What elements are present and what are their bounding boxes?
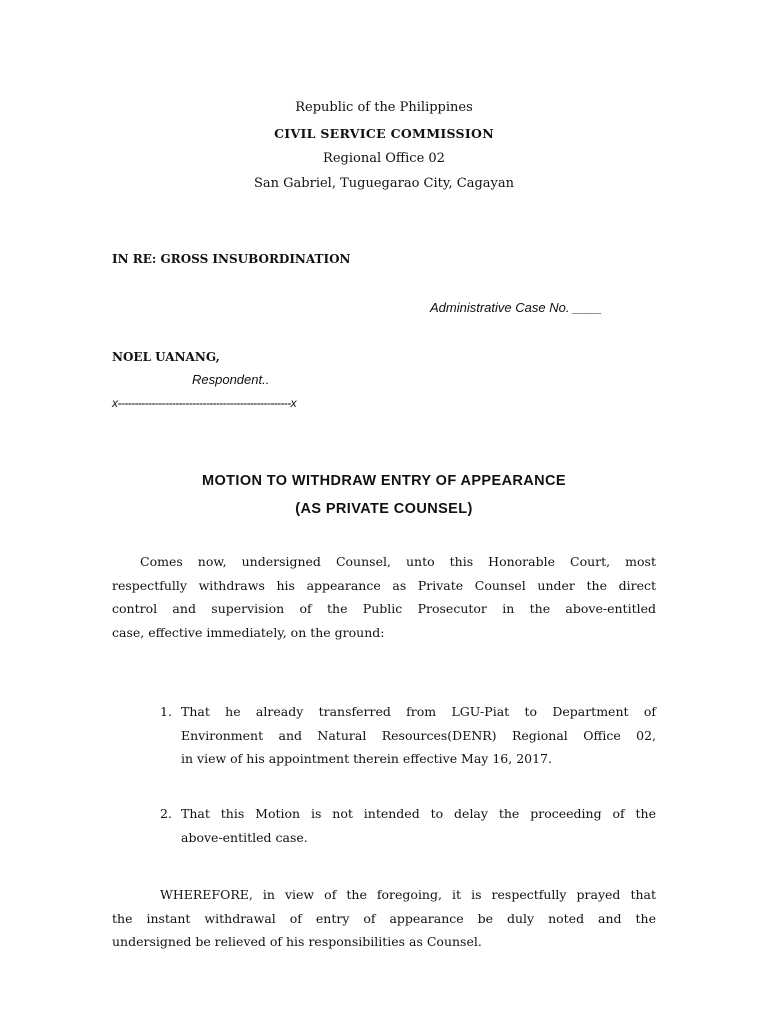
ground-number: 1. <box>160 704 172 719</box>
intro-line: Comes now, undersigned Counsel, unto this Honorable Court, most <box>140 554 656 569</box>
caption-divider: x---------------------------------------------------x <box>112 396 297 410</box>
header-office: Regional Office 02 <box>323 151 445 166</box>
prayer-line: the instant withdrawal of entry of appearance be duly noted and the <box>112 910 656 926</box>
ground-line: above-entitled case. <box>181 829 308 845</box>
case-number: Administrative Case No. ____ <box>430 300 602 315</box>
intro-line: respectfully withdraws his appearance as Private Counsel under the direct <box>112 577 656 593</box>
ground-number: 2. <box>160 806 172 821</box>
prayer-line: WHEREFORE, in view of the foregoing, it is respectfully prayed that <box>160 887 656 902</box>
header-agency: CIVIL SERVICE COMMISSION <box>274 126 494 141</box>
header-address: San Gabriel, Tuguegarao City, Cagayan <box>254 176 514 191</box>
header-republic: Republic of the Philippines <box>295 100 473 115</box>
intro-line: case, effective immediately, on the ground: <box>112 624 385 640</box>
respondent-label: Respondent.. <box>192 372 270 387</box>
intro-line: control and supervision of the Public Prosecutor in the above-entitled <box>112 601 656 616</box>
ground-line: Environment and Natural Resources(DENR) Regional Office 02, <box>181 727 656 743</box>
motion-title: MOTION TO WITHDRAW ENTRY OF APPEARANCE <box>201 473 566 489</box>
motion-subtitle: (AS PRIVATE COUNSEL) <box>295 501 473 517</box>
prayer-paragraph <box>112 883 656 954</box>
case-in-re: IN RE: GROSS INSUBORDINATION <box>112 252 351 266</box>
ground-line: in view of his appointment therein effective May 16, 2017. <box>181 751 552 766</box>
respondent-name: NOEL UANANG, <box>112 350 220 364</box>
ground-line: That he already transferred from LGU-Piat to Department of <box>181 704 656 719</box>
ground-line: That this Motion is not intended to delay the proceeding of the <box>181 806 656 821</box>
prayer-line: undersigned be relieved of his responsibilities as Counsel. <box>112 934 482 949</box>
intro-paragraph <box>112 550 656 644</box>
